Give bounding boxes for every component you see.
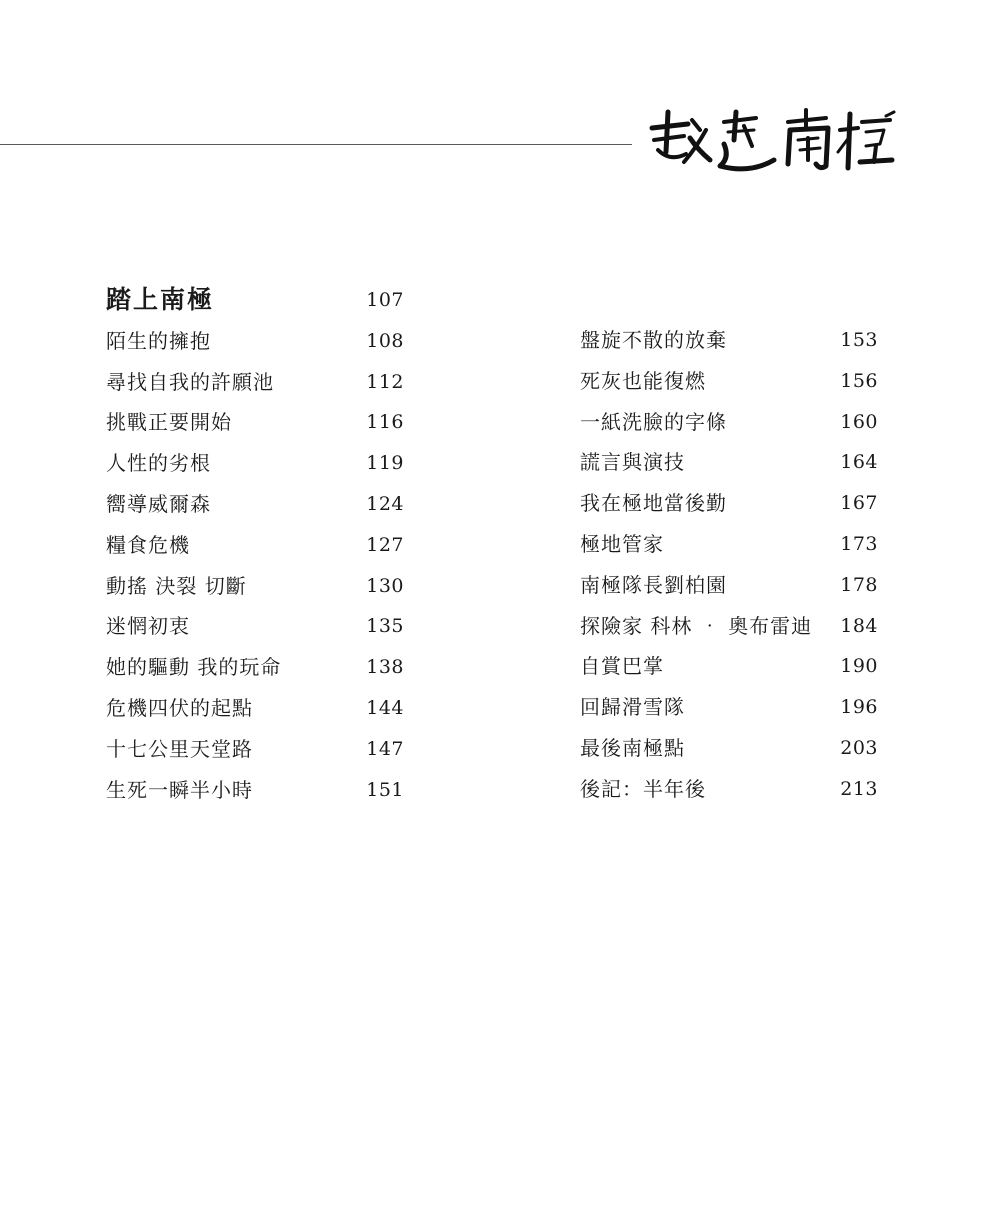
toc-entry-page: 196 bbox=[840, 696, 878, 719]
toc-entry-page: 153 bbox=[840, 329, 878, 351]
toc-entry[interactable] bbox=[106, 606, 406, 647]
toc-entry-page: 151 bbox=[366, 778, 404, 801]
toc-entry[interactable] bbox=[106, 321, 406, 362]
toc-entry-page: 203 bbox=[840, 736, 878, 759]
toc-entry-page: 167 bbox=[840, 492, 878, 515]
toc-entry[interactable] bbox=[580, 483, 880, 524]
toc-entry-title: 危機四伏的起點 bbox=[106, 695, 253, 720]
toc-entry-title: 探險家 科林 ‧ 奧布雷迪 bbox=[580, 613, 813, 638]
toc-entry[interactable] bbox=[580, 402, 880, 443]
calligraphy-title-logo bbox=[640, 100, 900, 180]
toc-entry[interactable] bbox=[106, 729, 406, 770]
toc-entry-title: 我在極地當後勤 bbox=[580, 491, 727, 516]
toc-entry[interactable] bbox=[580, 687, 880, 728]
toc-entry-page: 116 bbox=[366, 411, 404, 434]
toc-entry-page: 160 bbox=[840, 410, 878, 433]
toc-entry[interactable] bbox=[106, 402, 406, 443]
toc-entry[interactable] bbox=[580, 728, 880, 769]
toc-entry-page: 127 bbox=[366, 533, 404, 556]
toc-entry-title: 自賞巴掌 bbox=[580, 654, 664, 679]
toc-entry-title: 一紙洗臉的字條 bbox=[580, 409, 727, 434]
toc-entry[interactable] bbox=[106, 525, 406, 566]
toc-entry[interactable] bbox=[580, 361, 880, 402]
toc-entry-title: 死灰也能復燃 bbox=[580, 368, 706, 393]
toc-entry[interactable] bbox=[580, 565, 880, 606]
toc-entry-title: 謊言與演技 bbox=[580, 450, 685, 475]
toc-entry-title: 陌生的擁抱 bbox=[106, 328, 211, 353]
toc-entry[interactable] bbox=[580, 524, 880, 565]
toc-entry-title: 回歸滑雪隊 bbox=[580, 695, 685, 720]
toc-entry[interactable] bbox=[106, 484, 406, 525]
toc-right-column bbox=[580, 320, 880, 810]
toc-entry-page: 135 bbox=[366, 615, 404, 638]
toc-entry[interactable] bbox=[106, 770, 406, 811]
toc-entry[interactable] bbox=[106, 566, 406, 607]
toc-entry-page: 164 bbox=[840, 451, 878, 474]
toc-entry-page: 108 bbox=[366, 329, 404, 352]
toc-entry-title: 後記：半年後 bbox=[580, 776, 706, 801]
toc-entry-title: 極地管家 bbox=[580, 531, 664, 556]
toc-entry-page: 138 bbox=[366, 656, 404, 679]
toc-entry-title: 尋找自我的許願池 bbox=[106, 369, 274, 394]
toc-entry[interactable] bbox=[106, 647, 406, 688]
toc-entry-title: 糧食危機 bbox=[106, 532, 190, 557]
toc-entry-title: 十七公里天堂路 bbox=[106, 736, 253, 761]
toc-entry-page: 112 bbox=[366, 370, 404, 393]
toc-entry-title: 動搖 決裂 切斷 bbox=[106, 573, 247, 598]
toc-entry[interactable] bbox=[580, 442, 880, 483]
toc-entry-page: 178 bbox=[840, 573, 878, 596]
toc-section-heading[interactable] bbox=[106, 280, 406, 321]
toc-entry-page: 173 bbox=[840, 532, 878, 555]
toc-entry-page: 107 bbox=[366, 289, 404, 311]
toc-entry-page: 213 bbox=[840, 777, 878, 800]
toc-entry-title: 她的驅動 我的玩命 bbox=[106, 655, 282, 680]
toc-entry-page: 190 bbox=[840, 655, 878, 678]
toc-left-column bbox=[106, 280, 406, 810]
toc-entry-title: 南極隊長劉柏園 bbox=[580, 572, 727, 597]
toc-entry-title: 人性的劣根 bbox=[106, 451, 211, 476]
toc-entry[interactable] bbox=[580, 606, 880, 647]
toc-entry-title: 踏上南極 bbox=[106, 285, 215, 314]
toc-entry-page: 119 bbox=[366, 452, 404, 475]
toc-entry-page: 124 bbox=[366, 492, 404, 515]
toc-entry[interactable] bbox=[580, 769, 880, 810]
toc-entry-page: 156 bbox=[840, 369, 878, 392]
toc-entry[interactable] bbox=[106, 362, 406, 403]
toc-entry-title: 迷惘初衷 bbox=[106, 614, 190, 639]
toc-entry-page: 130 bbox=[366, 574, 404, 597]
toc-entry-title: 最後南極點 bbox=[580, 735, 685, 760]
toc-entry-title: 嚮導威爾森 bbox=[106, 491, 211, 516]
header-rule bbox=[0, 144, 632, 145]
toc-entry[interactable] bbox=[106, 443, 406, 484]
toc-entry[interactable] bbox=[106, 688, 406, 729]
toc-entry[interactable] bbox=[580, 320, 880, 361]
toc-entry-page: 184 bbox=[840, 614, 878, 637]
toc-entry-page: 147 bbox=[366, 737, 404, 760]
toc-entry-title: 生死一瞬半小時 bbox=[106, 777, 253, 802]
toc-entry-page: 144 bbox=[366, 696, 404, 719]
toc-entry[interactable] bbox=[580, 646, 880, 687]
toc-entry-title: 挑戰正要開始 bbox=[106, 410, 232, 435]
toc-entry-title: 盤旋不散的放棄 bbox=[580, 328, 727, 352]
